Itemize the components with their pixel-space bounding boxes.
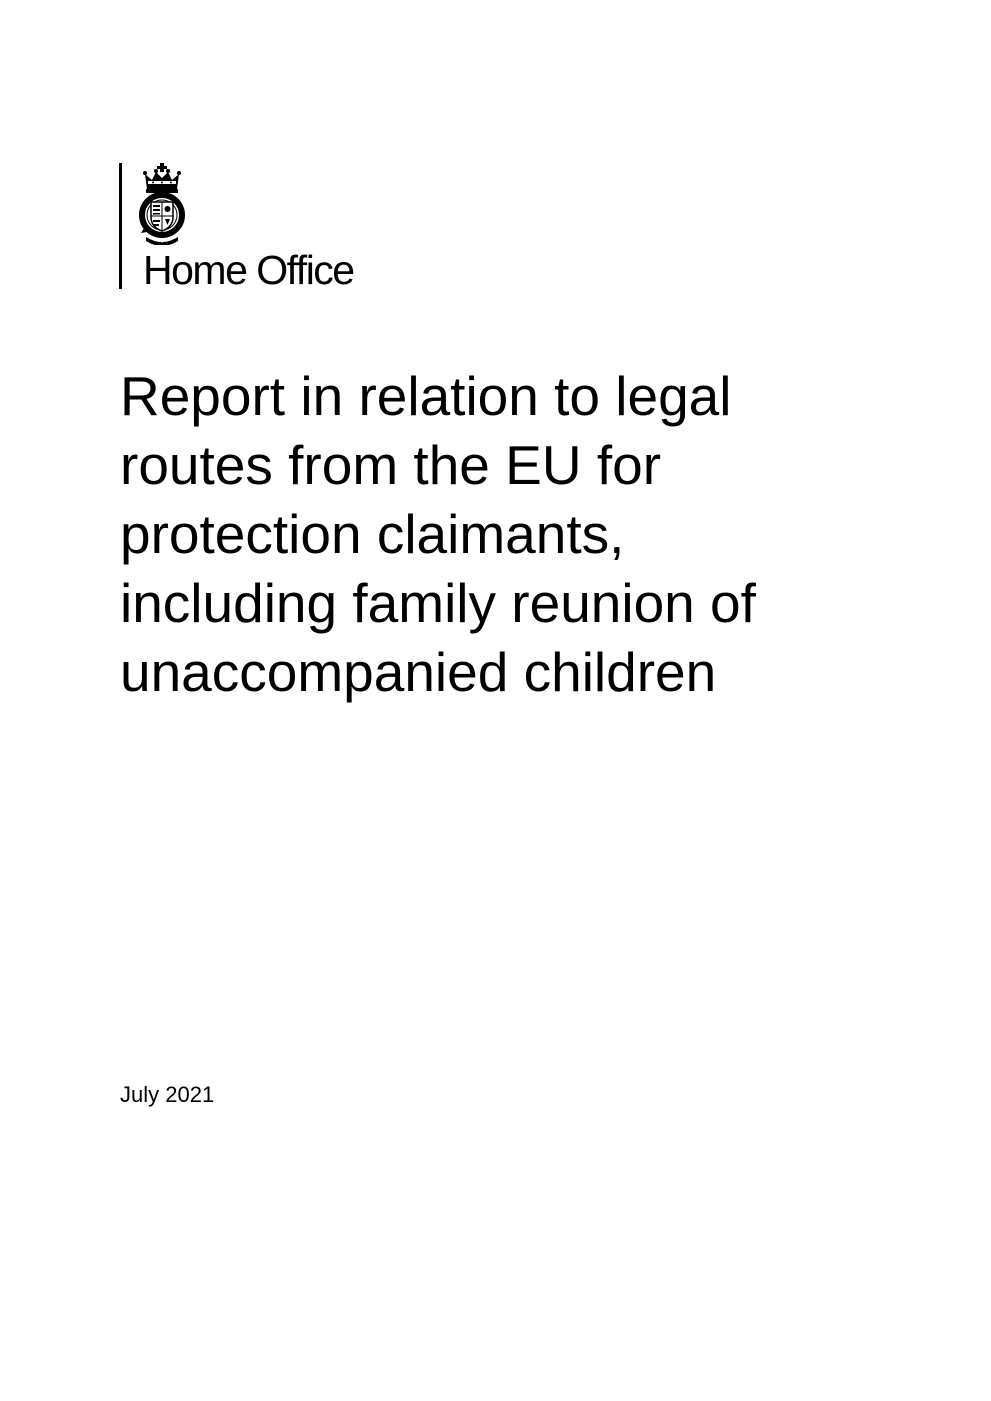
home-office-logo [119, 163, 439, 291]
royal-coat-of-arms-icon [137, 163, 187, 245]
department-name: Home Office [143, 247, 354, 293]
logo-divider-line [119, 163, 122, 289]
publication-date: July 2021 [120, 1082, 215, 1107]
report-title: Report in relation to legal routes from the EU for protection claimants, including family reunion of unaccompanied children [120, 365, 756, 703]
